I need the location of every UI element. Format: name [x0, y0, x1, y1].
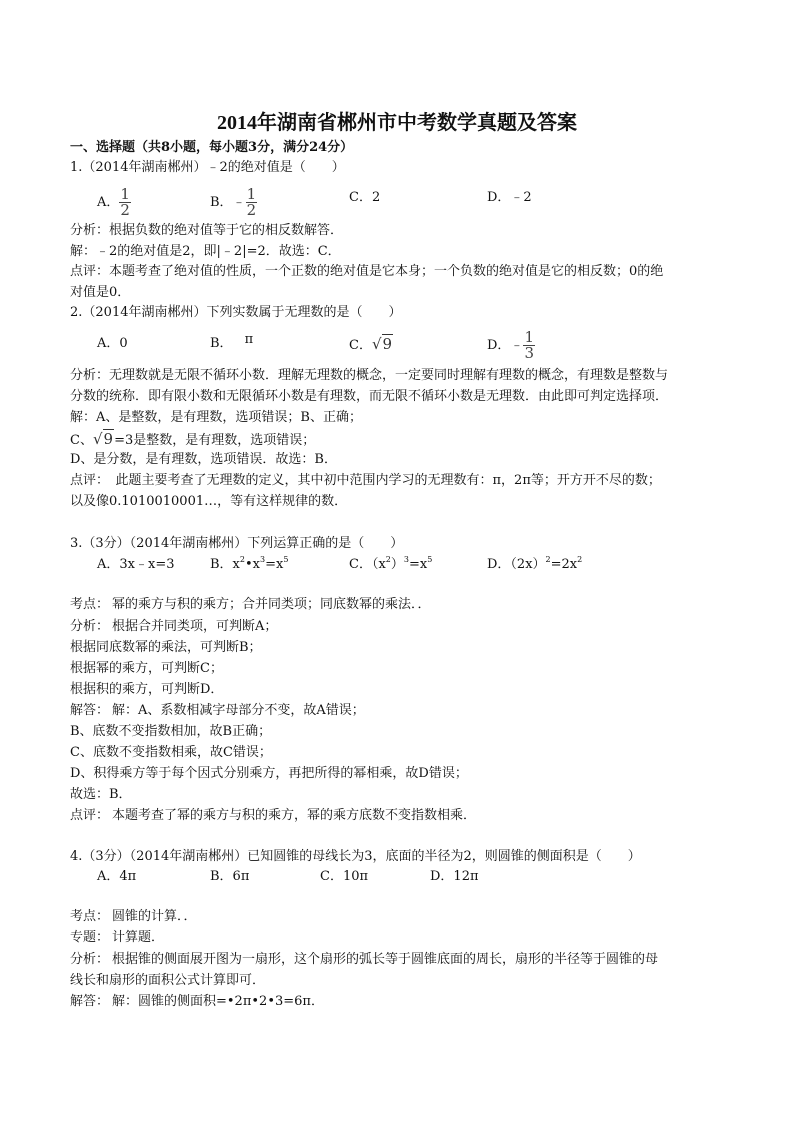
text: 本题考查了幂的乘方与积的乘方，幂的乘方底数不变指数相乘．: [112, 808, 477, 823]
q3-analysis-3: 根据幂的乘方，可判断C；: [70, 661, 223, 676]
question-1-stem: 1.（2014年湖南郴州）﹣2的绝对值是（ ）: [70, 160, 345, 175]
q2-comment-cont: 以及像0.1010010001…，等有这样规律的数．: [70, 494, 348, 509]
q3-option-d: [487, 556, 582, 574]
q2-option-b: [210, 332, 254, 353]
q2-solution-c: [70, 430, 315, 450]
q3-analysis-2: 根据同底数幂的乘法，可判断B；: [70, 640, 262, 655]
question-2-stem: 2.（2014年湖南郴州）下列实数属于无理数的是（ ）: [70, 305, 402, 320]
q1-comment-cont: 对值是0．: [70, 285, 131, 300]
text: 计算题．: [112, 930, 165, 945]
denominator: 2: [246, 201, 257, 219]
text: 根据合并同类项，可判断A；: [112, 619, 278, 634]
text: ）: [390, 557, 404, 572]
q3-kaodian: [70, 596, 431, 614]
q1-analysis: 分析：根据负数的绝对值等于它的相反数解答．: [70, 223, 344, 238]
q4-option-a: A．4π: [97, 869, 137, 884]
q3-answer-5: 故选：B．: [70, 787, 132, 802]
exponent: 5: [283, 555, 289, 564]
q2-option-d: [487, 330, 535, 361]
q3-option-c: [349, 556, 432, 574]
text: C．（x: [349, 557, 386, 572]
q4-option-c: C．10π: [320, 869, 369, 884]
exponent: 2: [239, 555, 245, 564]
text: B．x: [210, 557, 240, 572]
radicand: 9: [382, 335, 393, 353]
q1-option-d: D．﹣2: [487, 190, 532, 205]
fraction: [246, 187, 258, 218]
text: 幂的乘方与积的乘方；合并同类项；同底数幂的乘法．．: [112, 597, 431, 612]
q2-solution-d: D、是分数，是有理数，选项错误．故选：B．: [70, 452, 337, 467]
label: 分析：: [70, 952, 110, 967]
q3-analysis: [70, 618, 277, 636]
text: 解：圆锥的侧面积=•2π•2•3=6π．: [112, 994, 324, 1009]
q4-answer: [70, 993, 324, 1011]
exponent: 2: [545, 555, 551, 564]
denominator: 2: [120, 201, 130, 219]
text: 圆锥的计算．．: [112, 909, 197, 924]
exponent: 3: [403, 555, 409, 564]
exponent: 3: [259, 555, 266, 564]
text: =2x: [550, 557, 578, 572]
square-root: √9: [92, 430, 114, 448]
label: 分析：: [70, 619, 110, 634]
fraction: [119, 187, 131, 218]
q2-analysis-cont: 分数的统称．即有限小数和无限循环小数是有理数，而无限不循环小数是无理数．由此即可判定选择项．: [70, 389, 669, 404]
q4-kaodian: [70, 908, 197, 926]
q3-answer-4: D、积得乘方等于每个因式分别乘方，再把所得的幂相乘，故D错误；: [70, 766, 468, 781]
option-label: B．: [210, 336, 233, 351]
q1-option-a: [97, 187, 131, 218]
section-heading: 一、选择题（共8小题，每小题3分，满分24分）: [70, 140, 354, 155]
q4-option-d: D．12π: [430, 869, 479, 884]
q2-solution: 解：A、是整数，是有理数，选项错误；B、正确；: [70, 410, 362, 425]
q4-topic: [70, 929, 164, 947]
text: =x: [265, 557, 284, 572]
text: C、: [70, 433, 93, 448]
label: 解答：: [70, 703, 110, 718]
option-label: C．: [349, 338, 372, 353]
label: 考点：: [70, 597, 110, 612]
q3-option-a: A．3x﹣x=3: [97, 557, 175, 572]
radicand: 9: [103, 430, 114, 448]
exponent: 2: [385, 555, 391, 564]
label: 解答：: [70, 994, 110, 1009]
text: 解：A、系数相减字母部分不变，故A错误；: [112, 703, 365, 718]
q2-option-a: A．0: [97, 336, 128, 351]
q4-option-b: B．6π: [210, 869, 250, 884]
option-label: A．: [97, 195, 120, 210]
text: 根据锥的侧面展开图为一扇形，这个扇形的弧长等于圆锥底面的周长，扇形的半径等于圆锥的母: [112, 952, 659, 967]
question-3-stem: 3.（3分）（2014年湖南郴州）下列运算正确的是（ ）: [70, 536, 404, 551]
numerator: 1: [246, 185, 257, 203]
question-4-stem: 4.（3分）（2014年湖南郴州）已知圆锥的母线长为3，底面的半径为2，则圆锥的侧面积是（ ）: [70, 849, 641, 864]
q3-answer-2: B、底数不变指数相加，故B正确；: [70, 724, 272, 739]
q1-comment: 点评：本题考查了绝对值的性质，一个正数的绝对值是它本身；一个负数的绝对值是它的相反数；0的绝: [70, 264, 664, 279]
q3-option-b: [210, 556, 288, 574]
label: 考点：: [70, 909, 110, 924]
exponent: 2: [577, 555, 583, 564]
q3-analysis-4: 根据积的乘方，可判断D．: [70, 682, 224, 697]
q4-analysis-cont: 线长和扇形的面积公式计算即可．: [70, 973, 266, 988]
q3-comment: [70, 807, 476, 825]
q3-answer: [70, 702, 365, 720]
option-label: D．﹣: [487, 338, 524, 353]
denominator: 3: [524, 344, 534, 362]
option-label: B．﹣: [210, 195, 246, 210]
label: 点评：: [70, 808, 110, 823]
q3-answer-3: C、底数不变指数相乘，故C错误；: [70, 745, 272, 760]
q2-comment: 点评： 此题主要考查了无理数的定义，其中初中范围内学习的无理数有：π，2π等；开方开不尽的数；: [70, 473, 661, 488]
text: =x: [408, 557, 428, 572]
text: •x: [244, 557, 260, 572]
q1-option-c: C．2: [349, 190, 381, 205]
square-root: √9: [371, 335, 393, 353]
numerator: 1: [524, 328, 534, 346]
q4-analysis: [70, 951, 658, 969]
fraction: [523, 330, 535, 361]
label: 专题：: [70, 930, 110, 945]
pi-symbol: π: [244, 332, 254, 347]
text: D．（2x）: [487, 557, 546, 572]
numerator: 1: [120, 185, 130, 203]
page-title: 2014年湖南省郴州市中考数学真题及答案: [217, 112, 577, 134]
q2-analysis: 分析：无理数就是无限不循环小数．理解无理数的概念，一定要同时理解有理数的概念，有理数是整数与: [70, 368, 669, 383]
q1-solution: 解：﹣2的绝对值是2，即|﹣2|=2．故选：C．: [70, 244, 341, 259]
q1-option-b: [210, 187, 257, 218]
q2-option-c: [349, 335, 393, 355]
text: =3是整数，是有理数，选项错误；: [114, 433, 316, 448]
exponent: 5: [427, 555, 433, 564]
